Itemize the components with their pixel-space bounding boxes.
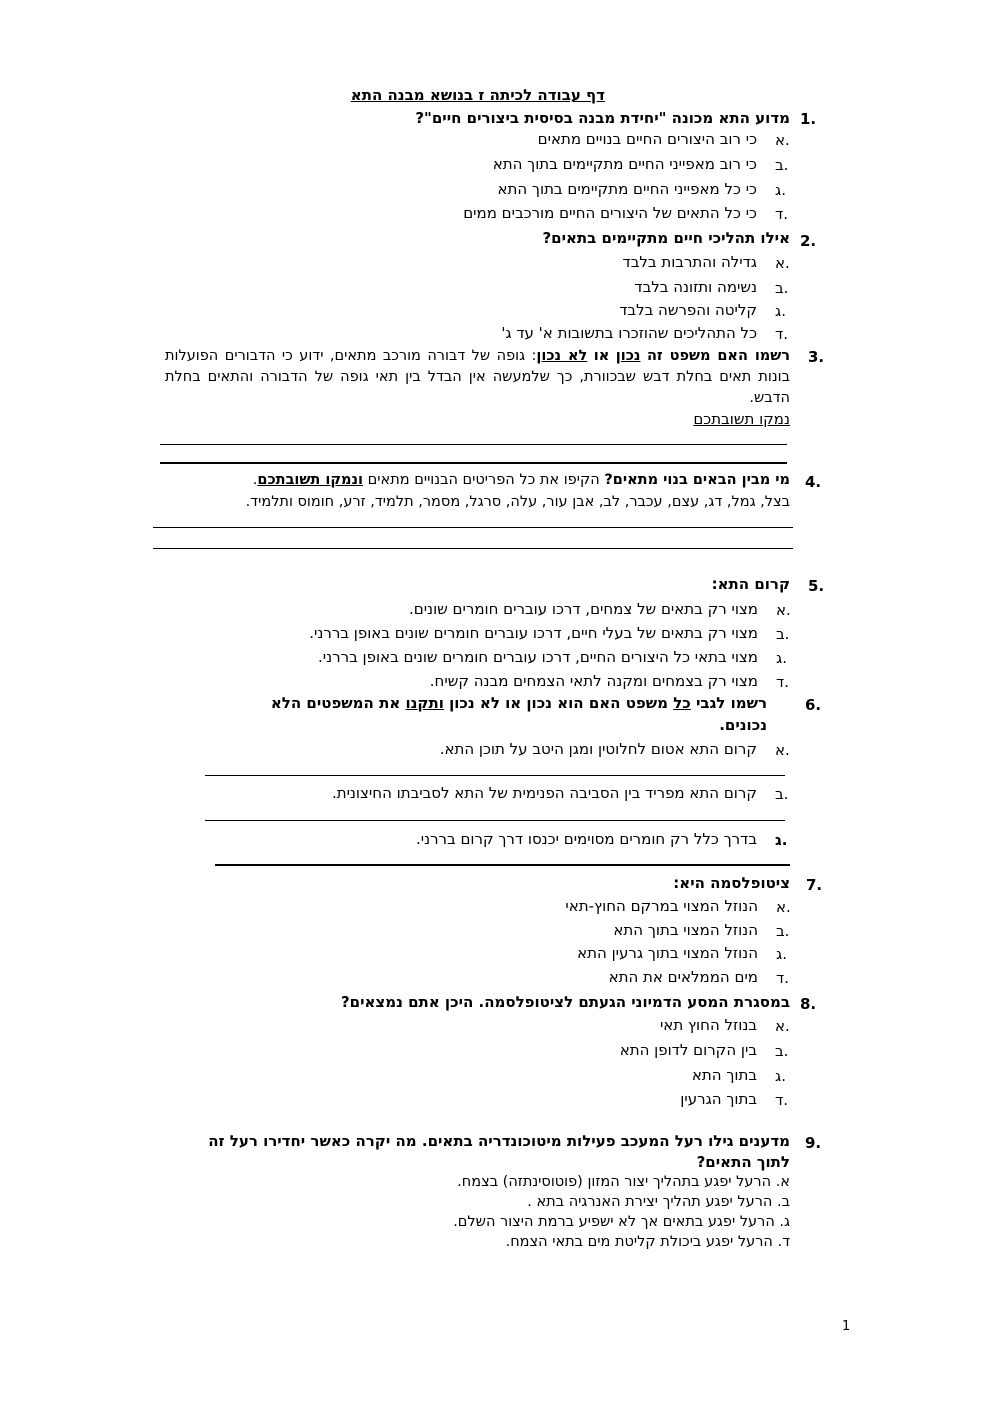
q7-opt-c-label: ג.	[776, 945, 787, 963]
q6-kol: כל	[673, 694, 691, 712]
q5-opt-a-label: א.	[776, 601, 791, 619]
q2-opt-b: נשימה ותזונה בלבד	[634, 278, 757, 296]
q6-opt-c: בדרך כלל רק חומרים מסוימים יכנסו דרך קרום בררני.	[415, 830, 757, 848]
q9-opt-a: א. הרעל יפגע בתהליך יצור המזון (פוטוסינתזה) בצמח.	[457, 1174, 790, 1190]
q3-or: או	[593, 348, 610, 364]
q2-text: אילו תהליכי חיים מתקיימים בתאים?	[542, 229, 790, 247]
q6-opt-a: קרום התא אטום לחלוטין ומגן היטב על תוכן התא.	[439, 740, 757, 758]
q9-opt-d: ד. הרעל יפגע ביכולת קליטת מים בתאי הצמח.	[505, 1234, 790, 1250]
q6-a: רשמו לגבי	[690, 694, 767, 712]
q4-mid: הקיפו את כל הפריטים הבנויים מתאים	[363, 472, 605, 488]
q5-opt-d-label: ד.	[776, 673, 789, 691]
q8-opt-c-label: ג.	[775, 1067, 786, 1085]
q4-bold-a: מי מבין הבאים בנוי מתאים?	[604, 472, 790, 488]
q1-number: 1.	[800, 110, 817, 128]
q1-opt-b: כי רוב מאפייני החיים מתקיימים בתוך התא	[492, 155, 757, 173]
q6-opt-a-label: א.	[775, 741, 790, 759]
q5-opt-c: מצוי בתאי כל היצורים החיים, דרכו עוברים חומרים שונים באופן בררני.	[318, 648, 758, 666]
q6-a-answer-line	[205, 775, 785, 776]
q6-c: את המשפטים הלא	[270, 694, 406, 712]
q4-text	[253, 472, 790, 488]
q7-opt-b-label: ב.	[776, 922, 790, 940]
q6-text	[271, 694, 767, 712]
q1-opt-a-label: א.	[775, 131, 790, 149]
q1-opt-b-label: ב.	[775, 156, 789, 174]
q7-opt-d-label: ד.	[776, 969, 789, 987]
q7-opt-a-label: א.	[776, 898, 791, 916]
q8-opt-b: בין הקרום לדופן התא	[619, 1041, 757, 1059]
q9-opt-b: ב. הרעל יפגע תהליך יצירת האנרגיה בתא .	[527, 1194, 790, 1210]
q5-opt-a: מצוי רק בתאים של צמחים, דרכו עוברים חומרים שונים.	[408, 600, 758, 618]
q2-opt-b-label: ב.	[775, 279, 789, 297]
q7-opt-c: הנוזל המצוי בתוך גרעין התא	[577, 944, 758, 962]
page-number: 1	[842, 1319, 851, 1334]
q2-opt-d: כל התהליכים שהוזכרו בתשובות א' עד ג'	[501, 324, 757, 342]
q2-opt-d-label: ד.	[775, 325, 788, 343]
q5-opt-b: מצוי רק בתאים של בעלי חיים, דרכו עוברים חומרים שונים באופן בררני.	[309, 624, 758, 642]
q6-number: 6.	[805, 696, 822, 714]
q7-opt-b: הנוזל המצוי בתוך התא	[613, 921, 758, 939]
q7-opt-d: מים הממלאים את התא	[608, 968, 758, 986]
q9-text-line2: לתוך התאים?	[696, 1153, 790, 1171]
page-title: דף עבודה לכיתה ז בנושא מבנה התא	[350, 86, 605, 104]
q8-opt-d-label: ד.	[775, 1091, 788, 1109]
q3-justify: נמקו תשובתכם	[693, 410, 790, 428]
q6-text-line2: נכונים.	[719, 716, 767, 734]
q3-not-correct: לא נכון	[536, 348, 588, 364]
q5-number: 5.	[808, 577, 825, 595]
q8-number: 8.	[800, 995, 817, 1013]
q4-answer-line-1	[153, 527, 793, 528]
q3-correct: נכון	[615, 348, 641, 364]
q5-opt-b-label: ב.	[776, 625, 790, 643]
q1-opt-a: כי רוב היצורים החיים בנויים מתאים	[537, 130, 757, 148]
q8-opt-a-label: א.	[775, 1017, 790, 1035]
q2-opt-a-label: א.	[775, 254, 790, 272]
q6-b-answer-line	[205, 820, 785, 821]
q2-number: 2.	[800, 232, 817, 250]
q7-text: ציטופלסמה היא:	[673, 874, 790, 892]
q2-opt-a: גדילה והתרבות בלבד	[622, 253, 757, 271]
q2-opt-c: קליטה והפרשה בלבד	[619, 301, 757, 319]
q1-opt-c: כי כל מאפייני החיים מתקיימים בתוך התא	[497, 180, 757, 198]
q8-opt-c: בתוך התא	[691, 1066, 757, 1084]
q4-and-justify: ונמקו תשובתכם	[257, 472, 364, 488]
q9-number: 9.	[805, 1134, 822, 1152]
q2-opt-c-label: ג.	[775, 302, 786, 320]
q6-b: משפט האם הוא נכון או לא נכון	[443, 694, 674, 712]
q4-items: בצל, גמל, דג, עצם, עכבר, לב, אבן עור, עלה, סרגל, מסמר, תלמיד, זרע, חומוס ותלמיד.	[245, 494, 790, 510]
q4-end: .	[252, 472, 258, 488]
q8-opt-a: בנוזל החוץ תאי	[659, 1016, 757, 1034]
q6-opt-c-label: ג.	[775, 831, 788, 849]
q3-text	[165, 346, 790, 409]
q5-opt-d: מצוי רק בצמחים ומקנה לתאי הצמחים מבנה קשיח.	[429, 672, 758, 690]
q3-answer-line-2	[160, 462, 787, 464]
q3-number: 3.	[808, 348, 825, 366]
q4-number: 4.	[805, 473, 822, 491]
q6-opt-b: קרום התא מפריד בין הסביבה הפנימית של התא לסביבתו החיצונית.	[331, 784, 757, 802]
q8-opt-b-label: ב.	[775, 1042, 789, 1060]
q1-opt-d: כי כל התאים של היצורים החיים מורכבים ממים	[463, 204, 757, 222]
q1-opt-c-label: ג.	[775, 181, 786, 199]
q4-answer-line-2	[153, 548, 793, 549]
q8-opt-d: בתוך הגרעין	[680, 1090, 757, 1108]
q3-statement: : גופה של דבורה מורכב מתאים, ידוע כי הדבורים הפועלות בונות תאים בחלת דבש שבכוורת, כך שלמעשה אין הבדל בין תאי גופה של הדבורה והתאים בחלת הדבש.	[165, 348, 790, 406]
q3-answer-line	[160, 444, 787, 445]
q3-bold-a: רשמו האם משפט זה	[646, 348, 791, 364]
q7-number: 7.	[806, 876, 823, 894]
q5-opt-c-label: ג.	[776, 649, 787, 667]
q7-opt-a: הנוזל המצוי במרקם החוץ-תאי	[565, 897, 758, 915]
q6-c-answer-line	[215, 864, 790, 866]
q1-opt-d-label: ד.	[775, 205, 788, 223]
q5-text: קרום התא:	[711, 575, 790, 593]
q6-opt-b-label: ב.	[775, 785, 789, 803]
q1-text: מדוע התא מכונה "יחידת מבנה בסיסית ביצורים חיים"?	[415, 109, 790, 127]
q8-text: במסגרת המסע הדמיוני הגעתם לציטופלסמה. היכן אתם נמצאים?	[340, 993, 790, 1011]
q9-opt-c: ג. הרעל יפגע בתאים אך לא ישפיע ברמת היצור השלם.	[453, 1214, 790, 1230]
q9-text-line1: מדענים גילו רעל המעכב פעילות מיטוכונדריה בתאים. מה יקרה כאשר יחדירו רעל זה	[208, 1132, 790, 1150]
q6-fix: ותקנו	[405, 694, 444, 712]
